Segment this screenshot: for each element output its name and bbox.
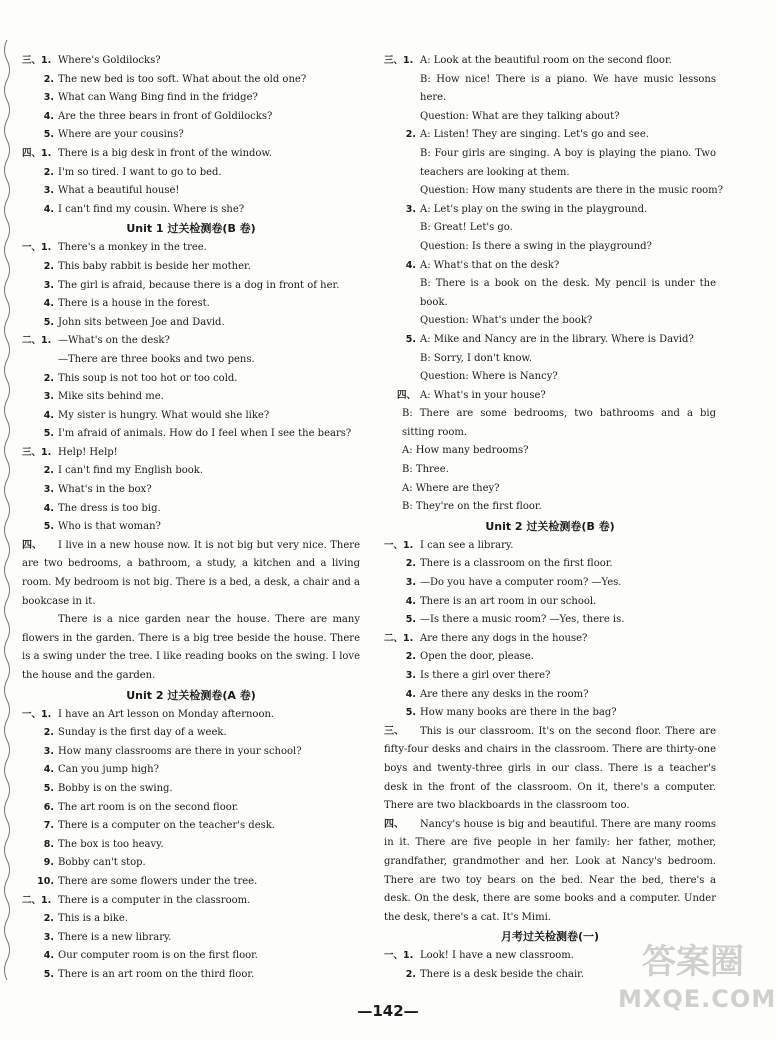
item-number: 4. [43,950,54,962]
answer-item [22,258,360,277]
answer-item [22,947,360,966]
item-text: There is an art room in our school. [420,595,597,607]
answer-continuation: A: Where are they? [402,482,500,494]
item-number: 3. [405,670,416,681]
answer-continuation: B: There is a book on the desk. My pencil is under the book. [420,278,716,308]
item-number: 4. [405,259,416,271]
item-number: 5. [405,707,416,719]
answer-item [22,761,360,780]
item-number: 2. [43,913,54,925]
answer-item [22,873,360,892]
answer-item [22,481,360,500]
item-text: Bobby is on the swing. [58,782,173,794]
answer-item [22,388,360,407]
item-text: I'm afraid of animals. How do I feel when I see the bears? [58,428,352,440]
answer-continuation: B: How nice! There is a piano. We have music lessons here. [420,73,716,104]
answer-item [384,387,716,406]
item-number: 5. [43,316,54,328]
item-text: This baby rabbit is beside her mother. [58,260,251,272]
item-text: A: Look at the beautiful room on the second floor. [420,55,672,66]
item-number: 三、1. [22,55,52,66]
binding-edge-decoration [0,40,14,990]
item-text: What's in the box? [58,484,152,496]
item-text: Where's Goldilocks? [58,55,161,66]
item-number: 4. [43,764,54,776]
answer-item [22,444,360,463]
item-number: 9. [43,857,54,869]
item-number: 三、1. [384,55,414,66]
answer-item [22,201,360,220]
item-number: 2. [43,372,54,384]
item-text: How many books are there in the bag? [420,707,617,719]
item-text: Our computer room is on the first floor. [58,950,258,962]
answer-item [22,407,360,426]
item-text: —Is there a music room? —Yes, there is. [420,614,625,626]
answer-item [384,611,716,630]
answer-continuation: B: Three. [402,464,449,476]
item-number: 3. [43,745,54,757]
item-text: What a beautiful house! [58,185,180,197]
item-text: I have an Art lesson on Monday afternoon. [58,708,275,720]
item-text: There is a desk beside the chair. [420,968,585,980]
item-number: 4. [43,110,54,122]
item-text: A: What's in your house? [420,389,546,401]
item-number: 5. [43,968,54,980]
item-number: 4. [43,409,54,421]
answer-item [22,126,360,145]
item-number: 8. [43,838,54,850]
item-text: Help! Help! [58,446,118,458]
item-text: I can't find my cousin. Where is she? [58,203,245,215]
answer-item [384,648,716,667]
item-text: Bobby can't stop. [58,857,146,869]
answer-item [22,743,360,762]
answer-item [384,126,716,145]
item-number: 10. [37,875,54,887]
item-text: Is there a girl over there? [420,670,551,681]
item-number: 6. [43,801,54,813]
answer-item [22,108,360,127]
item-number: 3. [405,203,416,215]
item-number: 3. [43,279,54,291]
item-number: 四、1. [22,147,52,159]
section-marker: 三、 [384,725,404,737]
answer-item [384,630,716,649]
answer-item [22,518,360,537]
item-number: 2. [43,166,54,178]
item-text: This soup is not too hot or too cold. [58,372,238,384]
item-text: Are there any dogs in the house? [420,632,588,644]
item-text: What can Wang Bing find in the fridge? [58,92,258,104]
item-number: 5. [43,782,54,794]
item-number: 2. [43,260,54,272]
answer-item [384,555,716,574]
answer-item [22,239,360,258]
answer-item [22,724,360,743]
answer-continuation: B: They're on the first floor. [402,501,542,513]
item-number: 2. [405,651,416,663]
answer-item [22,854,360,873]
item-number: 2. [43,727,54,739]
item-text: Mike sits behind me. [58,391,164,403]
item-number: 2. [43,73,54,85]
item-text: There is a new library. [58,931,172,943]
item-text: There is a big desk in front of the window. [58,147,273,159]
item-text: The dress is too big. [58,502,161,514]
answer-item [384,704,716,723]
answer-item [22,929,360,948]
item-text: There is a house in the forest. [58,298,210,310]
answer-continuation: Question: How many students are there in the music room? [420,185,723,197]
item-text: The box is too heavy. [58,838,164,850]
section-heading: Unit 1 过关检测卷(B 卷) [126,222,256,236]
answer-continuation: B: Four girls are singing. A boy is playing the piano. Two teachers are looking at them. [420,147,716,178]
answer-item [22,295,360,314]
item-text: Are there any desks in the room? [420,688,589,700]
item-number: 2. [405,968,416,980]
answer-item [22,425,360,444]
section-heading: Unit 2 过关检测卷(A 卷) [126,688,256,702]
item-text: This is a bike. [58,913,129,925]
watermark-text: 答案圈 [642,942,744,982]
answer-item [384,667,716,686]
item-number: 3. [43,391,54,403]
answer-continuation: Question: Where is Nancy? [420,371,558,383]
answer-item [22,332,360,351]
item-number: 3. [43,185,54,197]
section-marker: 四、 [384,818,404,830]
item-text: Who is that woman? [58,521,161,533]
item-text: There is an art room on the third floor. [58,968,255,980]
answer-item [22,164,360,183]
item-number: 二、1. [22,894,52,906]
item-text: I can't find my English book. [58,465,204,477]
item-number: 4. [405,688,416,700]
answer-continuation: —There are three books and two pens. [58,353,255,365]
answer-paragraph [22,611,360,685]
answer-item [22,314,360,333]
item-number: 4. [405,595,416,607]
item-number: 5. [43,521,54,533]
section-heading: Unit 2 过关检测卷(B 卷) [485,519,615,533]
answer-continuation: B: Great! Let's go. [420,222,513,234]
answer-item [384,686,716,705]
paragraph-text: This is our classroom. It's on the second floor. There are fifty-four desks and chairs in the classroom. There are thirty-one boys and twenty-three girls in our class. There is a teacher's desk in the front of the classroom. On it, there's a computer. There are two blackboards in the classroom too. [384,725,716,812]
item-number: 4. [43,502,54,514]
item-text: There is a computer in the classroom. [58,894,251,906]
answer-item [384,257,716,276]
item-text: There is a classroom on the first floor. [420,558,613,570]
item-text: There are some flowers under the tree. [58,875,258,887]
item-text: The new bed is too soft. What about the old one? [58,73,307,85]
answer-item [384,201,716,220]
item-number: 三、1. [22,446,52,458]
item-number: 一、1. [384,950,414,962]
section-marker: 四、 [22,539,42,551]
answer-item [22,817,360,836]
item-number: 5. [405,614,416,626]
page-number: —142— [357,1002,419,1020]
answer-continuation: Question: What are they talking about? [420,110,620,122]
answer-item [22,145,360,164]
item-text: There is a computer on the teacher's desk. [58,820,275,832]
answer-continuation: Question: What's under the book? [420,315,593,327]
item-text: A: Let's play on the swing in the playground. [420,203,648,215]
item-text: How many classrooms are there in your school? [58,745,302,757]
answer-item [384,52,716,71]
item-number: 四、 [396,389,416,401]
answer-item [22,500,360,519]
answer-item [22,462,360,481]
watermark-url: MXQE.COM [618,985,776,1013]
item-text: Look! I have a new classroom. [420,950,574,962]
item-number: 5. [43,428,54,440]
answer-item [22,277,360,296]
item-number: 一、1. [22,708,52,720]
item-number: 5. [43,129,54,141]
item-number: 2. [405,558,416,570]
item-number: 二、1. [384,632,414,644]
item-number: 2. [405,129,416,141]
answer-continuation: B: Sorry, I don't know. [420,352,533,364]
answer-item [22,182,360,201]
paragraph-text: Nancy's house is big and beautiful. There are many rooms in it. There are five people in her family: her father, mother, grandfather, grandmother and her. Look at Nancy's bedroom. There are two toy bears on the bed. Near the bed, there's a desk. On the desk, there are some books and a computer. Under the desk, there's a cat. It's Mimi. [384,818,716,923]
item-number: 3. [43,92,54,104]
answer-paragraph [22,537,360,611]
item-number: 一、1. [22,242,52,254]
item-number: 3. [43,484,54,496]
answer-item [22,836,360,855]
answer-item [22,706,360,725]
answer-item [22,89,360,108]
item-text: A: Listen! They are singing. Let's go and see. [420,129,649,141]
answer-item [22,799,360,818]
item-number: 5. [405,333,416,345]
answer-continuation: A: How many bedrooms? [402,445,529,457]
answer-item [384,574,716,593]
item-text: Sunday is the first day of a week. [58,727,227,739]
section-heading: 月考过关检测卷(一) [500,930,600,944]
item-number: 4. [43,298,54,310]
item-number: 二、1. [22,335,52,347]
item-number: 一、1. [384,539,414,551]
answer-item [22,52,360,71]
item-text: The art room is on the second floor. [58,801,239,813]
item-text: A: What's that on the desk? [420,259,560,271]
paragraph-text: There is a nice garden near the house. There are many flowers in the garden. There is a big tree beside the house. There is a swing under the tree. I like reading books on the swing. I love the house and the garden. [22,614,360,681]
answer-item [384,593,716,612]
answer-item [22,966,360,985]
item-text: I'm so tired. I want to go to bed. [58,166,222,178]
item-text: —What's on the desk? [58,335,170,347]
answer-item [22,780,360,799]
item-number: 4. [43,203,54,215]
answer-item [22,370,360,389]
item-number: 3. [43,931,54,943]
item-text: —Do you have a computer room? —Yes. [420,577,622,589]
answer-item [22,71,360,90]
answer-item [22,892,360,911]
item-number: 7. [43,820,54,832]
answer-paragraph [384,723,716,816]
item-text: Where are your cousins? [58,129,184,141]
answer-continuation: Question: Is there a swing in the playground? [420,240,652,252]
watermark [618,940,776,1035]
item-number: 2. [43,465,54,477]
answer-continuation: B: There are some bedrooms, two bathrooms and a big sitting room. [402,408,716,438]
item-text: I can see a library. [420,539,514,551]
answer-item [384,331,716,350]
answer-paragraph [384,816,716,928]
left-column [22,52,360,985]
item-text: Can you jump high? [58,764,159,776]
item-text: Are the three bears in front of Goldilocks? [58,110,273,122]
answer-item [384,537,716,556]
paragraph-text: I live in a new house now. It is not big but very nice. There are two bedrooms, a bathroom, a study, a kitchen and a living room. My bedroom is not big. There is a bed, a desk, a chair and a bookcase in it. [22,539,360,607]
item-text: My sister is hungry. What would she like? [58,409,270,421]
right-column [384,52,723,985]
item-number: 3. [405,577,416,589]
item-text: John sits between Joe and David. [58,316,225,328]
item-text: The girl is afraid, because there is a dog in front of her. [58,279,340,291]
item-text: A: Mike and Nancy are in the library. Where is David? [420,333,694,345]
item-text: There's a monkey in the tree. [58,242,207,254]
item-text: Open the door, please. [420,651,534,663]
answer-item [22,910,360,929]
